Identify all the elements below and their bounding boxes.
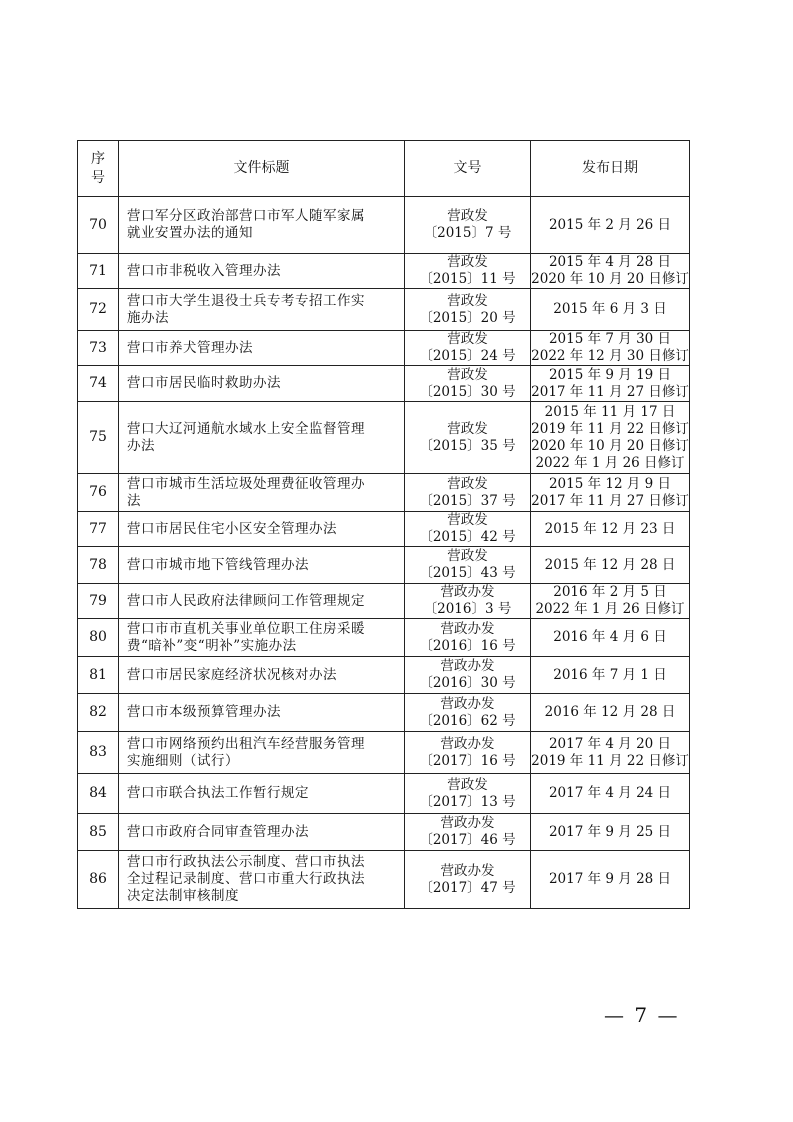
row-dates-line: 2015 年 11 月 17 日 [544, 403, 676, 420]
row-doc-no [405, 366, 531, 402]
row-title-line: 营口市养犬管理办法 [127, 339, 253, 356]
row-title-line: 营口市政府合同审查管理办法 [127, 823, 309, 840]
row-title-line: 决定法制审核制度 [127, 888, 239, 904]
row-dates-line: 2015 年 6 月 3 日 [553, 301, 667, 317]
row-dates-line: 2019 年 11 月 22 日修订 [531, 420, 689, 437]
row-doc-no [405, 402, 531, 474]
row-title-line: 营口市联合执法工作暂行规定 [127, 785, 309, 801]
row-dates-line: 2017 年 9 月 25 日 [548, 823, 672, 840]
row-title [119, 851, 405, 909]
row-doc-no [405, 774, 531, 814]
table-row [78, 474, 690, 512]
row-dates-line: 2020 年 10 月 20 日修订 [531, 437, 689, 454]
row-title [119, 289, 405, 331]
row-title-line: 营口市网络预约出租汽车经营服务管理 [127, 735, 365, 752]
table-row [78, 619, 690, 657]
row-dates [531, 289, 690, 331]
row-seq: 75 [78, 402, 119, 474]
row-doc-no-line: 营政办发 [440, 862, 495, 879]
row-title [119, 197, 405, 254]
header-doc-no: 文号 [405, 141, 531, 197]
row-title-line: 营口市大学生退役士兵专考专招工作实 [127, 292, 365, 309]
row-title-line: 营口大辽河通航水域水上安全监督管理 [127, 420, 365, 437]
row-title [119, 694, 405, 732]
row-title-line: 营口军分区政治部营口市军人随军家属 [127, 208, 365, 224]
row-dates-line: 2015 年 9 月 19 日 [548, 366, 672, 383]
row-doc-no [405, 694, 531, 732]
row-title [119, 547, 405, 584]
row-doc-no [405, 584, 531, 619]
row-doc-no-line: 〔2017〕46 号 [419, 832, 516, 848]
row-title [119, 474, 405, 512]
row-dates-line: 2019 年 11 月 22 日修订 [531, 752, 689, 769]
row-doc-no [405, 657, 531, 694]
row-seq: 81 [78, 657, 119, 694]
table-row [78, 547, 690, 584]
row-doc-no-line: 〔2017〕47 号 [419, 879, 516, 896]
row-doc-no-line: 营政发 [447, 512, 488, 528]
row-dates-line: 2015 年 2 月 26 日 [548, 216, 672, 233]
table-row [78, 657, 690, 694]
row-seq: 76 [78, 474, 119, 512]
row-seq: 84 [78, 774, 119, 814]
table-row [78, 331, 690, 366]
row-dates-line: 2017 年 11 月 27 日修订 [531, 383, 689, 400]
row-seq: 74 [78, 366, 119, 402]
row-dates [531, 814, 690, 851]
row-seq: 80 [78, 619, 119, 657]
row-doc-no-line: 〔2017〕13 号 [419, 793, 516, 810]
row-seq: 77 [78, 512, 119, 547]
row-title [119, 814, 405, 851]
row-doc-no [405, 851, 531, 909]
row-doc-no-line: 营政办发 [440, 815, 495, 831]
row-dates-line: 2016 年 7 月 1 日 [553, 666, 667, 683]
row-seq: 86 [78, 851, 119, 909]
table-header-row [78, 141, 690, 197]
row-doc-no-line: 〔2015〕42 号 [419, 529, 516, 545]
row-title-line: 费“暗补”变“明补”实施办法 [127, 637, 297, 654]
table-row [78, 851, 690, 909]
row-doc-no-line: 营政发 [447, 475, 488, 492]
row-seq: 78 [78, 547, 119, 584]
row-seq: 83 [78, 732, 119, 774]
page-number: — 7 — [604, 1003, 680, 1027]
row-title-line: 营口市居民临时救助办法 [127, 375, 281, 391]
row-title [119, 254, 405, 289]
row-doc-no-line: 〔2017〕16 号 [419, 752, 516, 769]
table-row [78, 732, 690, 774]
header-title: 文件标题 [119, 141, 405, 197]
table-row [78, 254, 690, 289]
row-doc-no-line: 〔2015〕30 号 [419, 383, 516, 400]
row-dates [531, 584, 690, 619]
row-dates-line: 2016 年 2 月 5 日 [553, 584, 667, 600]
table-row [78, 402, 690, 474]
row-dates-line: 2017 年 11 月 27 日修订 [531, 492, 689, 509]
row-doc-no [405, 814, 531, 851]
row-dates-line: 2016 年 4 月 6 日 [553, 629, 667, 645]
row-doc-no-line: 〔2015〕37 号 [419, 492, 516, 509]
row-dates [531, 254, 690, 289]
row-doc-no [405, 474, 531, 512]
row-title-line: 全过程记录制度、营口市重大行政执法 [127, 871, 365, 887]
row-title-line: 实施细则（试行） [127, 752, 239, 769]
table-row [78, 584, 690, 619]
row-dates-line: 2015 年 4 月 28 日 [548, 254, 672, 270]
row-title-line: 营口市城市生活垃圾处理费征收管理办 [127, 475, 365, 492]
row-dates-line: 2015 年 12 月 9 日 [548, 475, 672, 492]
row-title-line: 营口市居民家庭经济状况核对办法 [127, 666, 337, 683]
row-title-line: 营口市本级预算管理办法 [127, 704, 281, 720]
row-doc-no [405, 254, 531, 289]
row-seq: 73 [78, 331, 119, 366]
row-dates [531, 197, 690, 254]
row-dates-line: 2022 年 1 月 26 日修订 [535, 601, 685, 617]
row-doc-no-line: 营政办发 [440, 735, 495, 752]
row-doc-no-line: 〔2015〕24 号 [419, 348, 516, 364]
table-row [78, 774, 690, 814]
row-doc-no-line: 〔2016〕30 号 [419, 675, 516, 691]
row-title [119, 584, 405, 619]
row-seq: 72 [78, 289, 119, 331]
row-dates-line: 2017 年 4 月 20 日 [548, 735, 672, 752]
document-table [77, 140, 690, 909]
row-doc-no [405, 619, 531, 657]
row-doc-no [405, 331, 531, 366]
row-dates-line: 2015 年 12 月 23 日 [544, 520, 676, 537]
row-dates [531, 657, 690, 694]
row-doc-no-line: 〔2015〕35 号 [419, 437, 516, 454]
row-doc-no-line: 营政发 [447, 776, 488, 793]
row-dates [531, 732, 690, 774]
row-dates-line: 2015 年 7 月 30 日 [548, 331, 672, 347]
row-title [119, 402, 405, 474]
row-doc-no-line: 营政发 [447, 331, 488, 347]
row-doc-no-line: 〔2015〕7 号 [423, 225, 512, 241]
row-doc-no-line: 营政办发 [440, 584, 495, 600]
row-doc-no-line: 〔2016〕16 号 [419, 637, 516, 654]
row-seq: 70 [78, 197, 119, 254]
row-dates [531, 512, 690, 547]
table-row [78, 197, 690, 254]
row-title-line: 营口市城市地下管线管理办法 [127, 556, 309, 573]
table-body [78, 197, 690, 909]
row-doc-no-line: 〔2016〕62 号 [419, 712, 516, 729]
row-title [119, 619, 405, 657]
row-title [119, 732, 405, 774]
row-title-line: 就业安置办法的通知 [127, 225, 253, 241]
row-dates [531, 547, 690, 584]
row-doc-no [405, 289, 531, 331]
table-row [78, 366, 690, 402]
row-doc-no-line: 〔2016〕3 号 [423, 601, 512, 617]
row-dates [531, 619, 690, 657]
row-dates [531, 851, 690, 909]
row-doc-no-line: 〔2015〕11 号 [419, 271, 516, 287]
row-dates [531, 474, 690, 512]
row-doc-no-line: 营政发 [447, 420, 488, 437]
row-title-line: 营口市市直机关事业单位职工住房采暖 [127, 620, 365, 637]
row-doc-no-line: 营政发 [447, 208, 488, 224]
row-seq: 71 [78, 254, 119, 289]
header-date: 发布日期 [531, 141, 690, 197]
row-doc-no [405, 732, 531, 774]
table-row [78, 512, 690, 547]
row-seq: 82 [78, 694, 119, 732]
row-doc-no-line: 营政办发 [440, 658, 495, 674]
row-doc-no-line: 营政办发 [440, 695, 495, 712]
table-row [78, 814, 690, 851]
row-dates-line: 2017 年 4 月 24 日 [548, 785, 672, 801]
row-doc-no [405, 197, 531, 254]
row-doc-no [405, 547, 531, 584]
row-dates-line: 2016 年 12 月 28 日 [544, 704, 676, 720]
row-dates [531, 366, 690, 402]
row-title [119, 774, 405, 814]
header-seq: 序 号 [78, 141, 119, 197]
row-dates-line: 2020 年 10 月 20 日修订 [531, 271, 689, 287]
row-dates [531, 694, 690, 732]
row-title-line: 施办法 [127, 309, 169, 326]
row-title [119, 331, 405, 366]
row-title [119, 657, 405, 694]
row-title-line: 法 [127, 492, 141, 509]
row-title-line: 营口市非税收入管理办法 [127, 262, 281, 279]
row-seq: 79 [78, 584, 119, 619]
row-doc-no-line: 营政发 [447, 292, 488, 309]
table-row [78, 289, 690, 331]
row-doc-no-line: 〔2015〕43 号 [419, 565, 516, 581]
row-doc-no [405, 512, 531, 547]
row-dates [531, 331, 690, 366]
row-title [119, 366, 405, 402]
row-doc-no-line: 营政办发 [440, 620, 495, 637]
row-dates-line: 2015 年 12 月 28 日 [544, 556, 676, 573]
row-title-line: 办法 [127, 437, 155, 454]
row-doc-no-line: 营政发 [447, 366, 488, 383]
row-dates-line: 2022 年 12 月 30 日修订 [531, 348, 689, 364]
row-dates [531, 774, 690, 814]
row-dates-line: 2017 年 9 月 28 日 [548, 871, 672, 887]
row-dates-line: 2022 年 1 月 26 日修订 [535, 454, 685, 471]
row-title [119, 512, 405, 547]
row-title-line: 营口市人民政府法律顾问工作管理规定 [127, 592, 365, 609]
row-seq: 85 [78, 814, 119, 851]
row-title-line: 营口市居民住宅小区安全管理办法 [127, 520, 337, 537]
row-doc-no-line: 营政发 [447, 548, 488, 564]
row-title-line: 营口市行政执法公示制度、营口市执法 [127, 854, 365, 870]
row-doc-no-line: 〔2015〕20 号 [419, 309, 516, 326]
row-doc-no-line: 营政发 [447, 254, 488, 270]
row-dates [531, 402, 690, 474]
table-row [78, 694, 690, 732]
